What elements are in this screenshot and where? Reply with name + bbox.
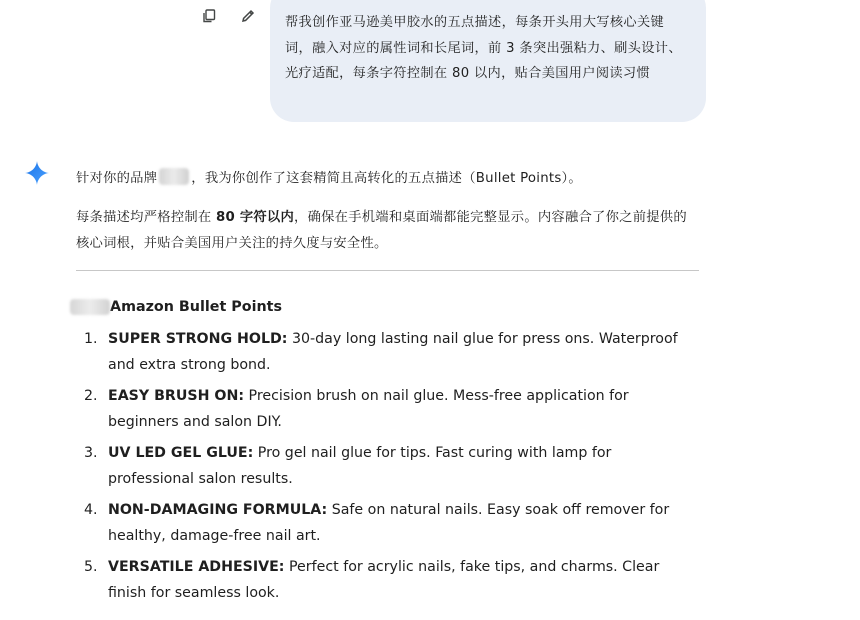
list-item: [76, 327, 700, 378]
bullet-number: 4.: [84, 502, 98, 518]
bullet-body: Safe on natural nails. Easy soak off remover for healthy, damage-free nail art.: [108, 502, 670, 544]
intro-text-end: ，我为你创作了这套精简且高转化的五点描述（Bullet Points）。: [191, 171, 582, 186]
bullet-number: 2.: [84, 388, 98, 404]
bullet-body: Perfect for acrylic nails, fake tips, and charms. Clear finish for seamless look.: [108, 559, 660, 601]
bullet-keyword: VERSATILE ADHESIVE:: [108, 559, 285, 575]
user-prompt-bubble: 帮我创作亚马逊美甲胶水的五点描述，每条开头用大写核心关键词，融入对应的属性词和长尾词，前 3 条突出强粘力、刷头设计、光疗适配，每条字符控制在 80 以内，贴合美国用户阅读习惯: [270, 0, 706, 122]
bullet-text: [108, 498, 700, 549]
list-item: [76, 441, 700, 492]
copy-icon[interactable]: [199, 6, 219, 26]
bullet-keyword: EASY BRUSH ON:: [108, 388, 245, 404]
bullet-text: [108, 441, 700, 492]
note-bold: 80 字符以内: [215, 210, 295, 225]
gemini-spark-icon: [24, 160, 50, 186]
list-item: [76, 384, 700, 435]
response-intro: [76, 166, 700, 196]
section-title: [70, 297, 700, 317]
bullet-list: [76, 327, 700, 606]
list-item: [76, 555, 700, 606]
bullet-body: Precision brush on nail glue. Mess-free application for beginners and salon DIY.: [108, 388, 629, 430]
redacted-brand: [159, 168, 189, 185]
note-text-end: ，确保在手机端和桌面端都能完整显示。内容融合了你之前提供的核心词根，并贴合美国用户关注的持久度与安全性。: [76, 210, 687, 251]
intro-text-start: 针对你的品牌: [76, 171, 158, 186]
list-item: [76, 498, 700, 549]
bullet-number: 1.: [84, 331, 98, 347]
bullet-text: [108, 555, 700, 606]
note-text-start: 每条描述均严格控制在: [76, 210, 216, 225]
user-message-row: [0, 0, 860, 130]
bullet-number: 3.: [84, 445, 98, 461]
bullet-body: 30-day long lasting nail glue for press ons. Waterproof and extra strong bond.: [108, 331, 678, 373]
divider: [76, 270, 699, 271]
model-response: [76, 166, 700, 612]
response-note: [76, 205, 696, 257]
redacted-brand: [70, 299, 110, 315]
bullet-keyword: NON-DAMAGING FORMULA:: [108, 502, 328, 518]
bullet-keyword: SUPER STRONG HOLD:: [108, 331, 288, 347]
bullet-number: 5.: [84, 559, 98, 575]
bullet-body: Pro gel nail glue for tips. Fast curing with lamp for professional salon results.: [108, 445, 612, 487]
bullet-text: [108, 327, 700, 378]
section-title-text: Amazon Bullet Points: [110, 299, 283, 315]
edit-icon[interactable]: [238, 6, 258, 26]
bullet-keyword: UV LED GEL GLUE:: [108, 445, 254, 461]
bullet-text: [108, 384, 700, 435]
